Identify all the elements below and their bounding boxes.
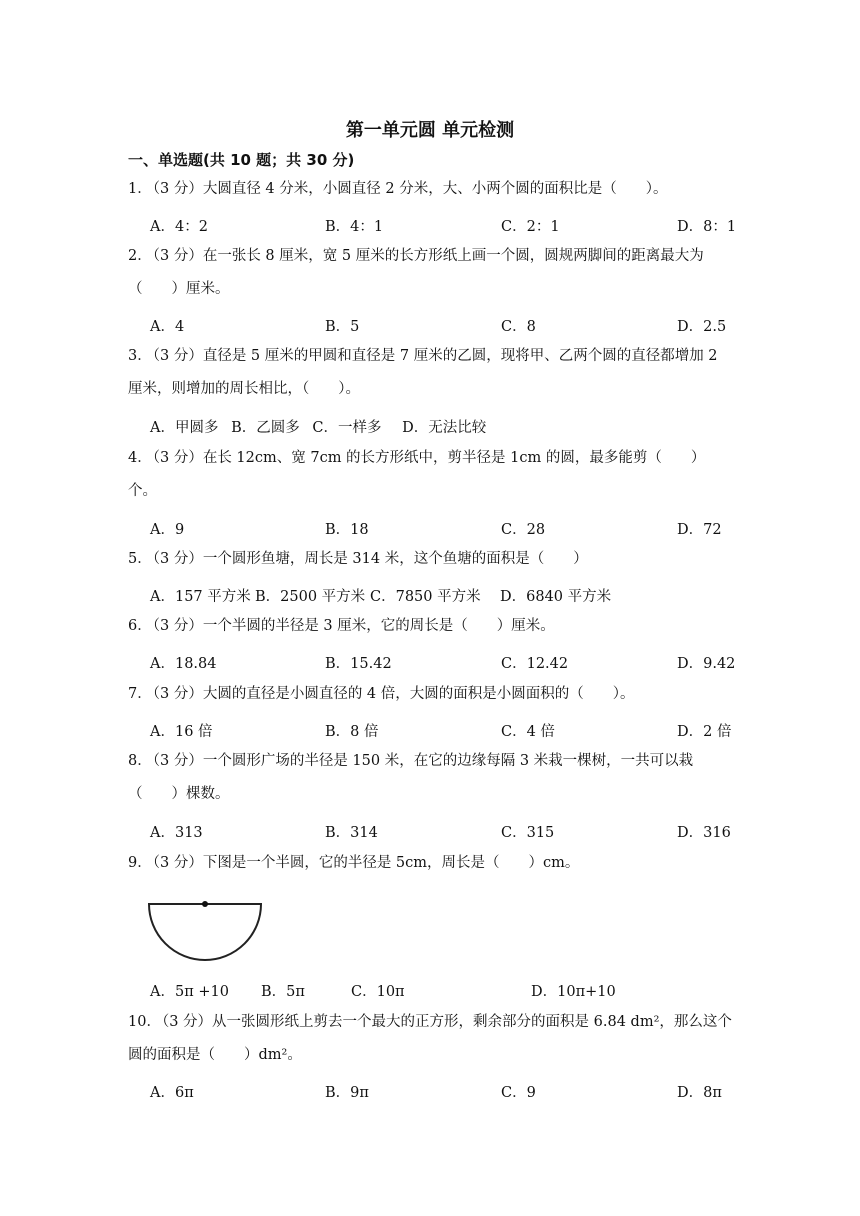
option-d[interactable]: D．8π [677,1085,722,1101]
question-8: 8．（3 分）一个圆形广场的半径是 150 米，在它的边缘每隔 3 米栽一棵树，一共可以栽（ ）棵数。 [128,753,694,802]
question-5: 5．（3 分）一个圆形鱼塘，周长是 314 米，这个鱼塘的面积是（ ） [128,551,588,567]
options-6 [150,652,750,672]
options-3 [150,416,750,436]
options-5 [150,585,750,605]
option-b[interactable]: B．9π [325,1085,369,1101]
options-9 [150,980,750,1000]
option-c[interactable]: C．315 [501,825,555,841]
section-heading: 一、单选题(共 10 题；共 30 分) [128,151,355,169]
option-d[interactable]: D．72 [677,522,722,538]
option-b[interactable]: B．15.42 [325,656,392,672]
option-a[interactable]: A．18.84 [150,656,217,672]
question-1: 1．（3 分）大圆直径 4 分米，小圆直径 2 分米，大、小两个圆的面积比是（ ）。 [128,181,668,197]
option-a[interactable]: A．6π [150,1085,194,1101]
question-2: 2．（3 分）在一张长 8 厘米，宽 5 厘米的长方形纸上画一个圆，圆规两脚间的距离最大为（ ）厘米。 [128,248,704,297]
option-c[interactable]: C．4 倍 [501,724,555,740]
semicircle-shape [149,904,261,960]
options-2 [150,315,750,335]
option-a[interactable]: A．4：2 [150,219,208,235]
option-d[interactable]: D．6840 平方米 [500,589,612,605]
option-d[interactable]: D．2 倍 [677,724,732,740]
option-b[interactable]: B．314 [325,825,378,841]
option-d[interactable]: D．8：1 [677,219,737,235]
option-b[interactable]: B．2500 平方米 [255,589,366,605]
option-a[interactable]: A．9 [150,522,185,538]
option-d[interactable]: D．2.5 [677,319,727,335]
option-b[interactable]: B．5 [325,319,360,335]
option-d[interactable]: D．316 [677,825,731,841]
option-a[interactable]: A．甲圆多 [150,420,219,436]
page-title: 第一单元圆 单元检测 [345,120,515,141]
option-c[interactable]: C．12.42 [501,656,569,672]
option-c[interactable]: C．10π [351,984,405,1000]
option-c[interactable]: C．8 [501,319,536,335]
option-b[interactable]: B．4：1 [325,219,384,235]
option-a[interactable]: A．157 平方米 [150,589,251,605]
option-a[interactable]: A．313 [150,825,203,841]
question-9: 9．（3 分）下图是一个半圆，它的半径是 5cm，周长是（ ）cm。 [128,855,580,871]
semicircle-figure [145,896,267,964]
question-10: 10．（3 分）从一张圆形纸上剪去一个最大的正方形，剩余部分的面积是 6.84 dm²，那么这个圆的面积是（ ）dm²。 [128,1014,732,1063]
option-b[interactable]: B．8 倍 [325,724,379,740]
options-1 [150,215,750,235]
options-8 [150,821,750,841]
option-b[interactable]: B．18 [325,522,369,538]
options-7 [150,720,750,740]
option-d[interactable]: D．10π+10 [531,984,616,1000]
option-d[interactable]: D．9.42 [677,656,736,672]
question-7: 7．（3 分）大圆的直径是小圆直径的 4 倍，大圆的面积是小圆面积的（ ）。 [128,686,635,702]
option-c[interactable]: C．9 [501,1085,536,1101]
option-b[interactable]: B．乙圆多 [231,420,300,436]
option-d[interactable]: D．无法比较 [402,420,487,436]
option-c[interactable]: C．7850 平方米 [370,589,481,605]
option-c[interactable]: C．一样多 [312,420,382,436]
question-3: 3．（3 分）直径是 5 厘米的甲圆和直径是 7 厘米的乙圆，现将甲、乙两个圆的直径都增加 2 厘米，则增加的周长相比，（ ）。 [128,348,718,397]
option-a[interactable]: A．5π +10 [150,984,229,1000]
center-dot [202,901,208,907]
question-4: 4．（3 分）在长 12cm、宽 7cm 的长方形纸中，剪半径是 1cm 的圆，最多能剪（ ）个。 [128,450,706,499]
options-10 [150,1081,750,1101]
question-6: 6．（3 分）一个半圆的半径是 3 厘米，它的周长是（ ）厘米。 [128,618,555,634]
option-a[interactable]: A．4 [150,319,185,335]
options-4 [150,518,750,538]
option-a[interactable]: A．16 倍 [150,724,213,740]
option-c[interactable]: C．28 [501,522,546,538]
option-c[interactable]: C．2：1 [501,219,560,235]
option-b[interactable]: B．5π [261,984,305,1000]
